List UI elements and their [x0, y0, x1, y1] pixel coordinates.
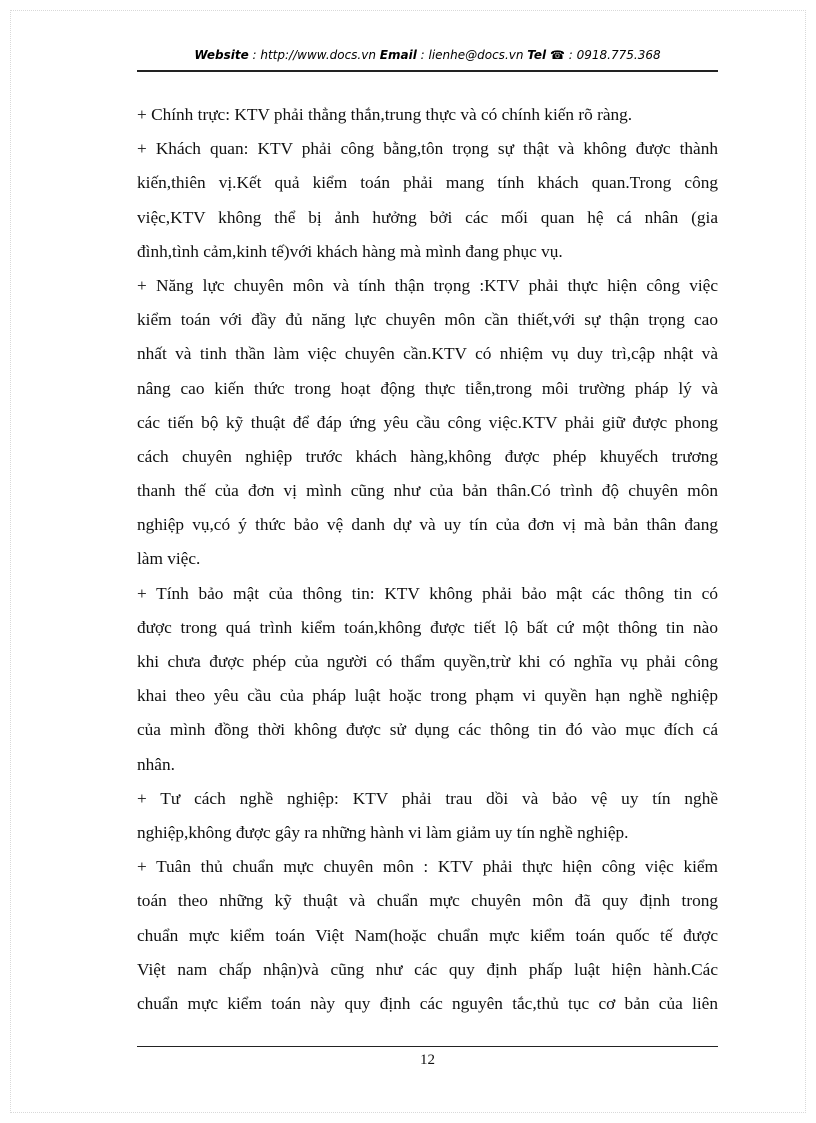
text-line: + Tuân thủ chuẩn mực chuyên môn : KTV phải thực hiện công việc kiểm [137, 857, 718, 877]
text-line: toán theo những kỹ thuật và chuẩn mực chuyên môn đã quy định trong [137, 891, 718, 911]
text-line: nghiệp vụ,có ý thức bảo vệ danh dự và uy tín của đơn vị mà bản thân đang [137, 515, 718, 535]
text-line: chuẩn mực kiểm toán Việt Nam(hoặc chuẩn mực kiểm toán quốc tế được [137, 925, 718, 945]
text-line: nâng cao kiến thức trong hoạt động thực tiễn,trong môi trường pháp lý và [137, 378, 718, 398]
text-line: kiểm toán với đầy đủ năng lực chuyên môn cần thiết,với sự thận trọng cao [137, 310, 718, 330]
text-line: + Khách quan: KTV phải công bằng,tôn trọng sự thật và không được thành [137, 139, 718, 159]
text-line: khai theo yêu cầu của pháp luật hoặc trong phạm vi quyền hạn nghề nghiệp [137, 686, 718, 706]
body-text [137, 98, 718, 1021]
header-rule [137, 70, 718, 72]
text-line: kiến,thiên vị.Kết quả kiểm toán phải mang tính khách quan.Trong công [137, 173, 718, 193]
text-line: nghiệp,không được gây ra những hành vi làm giảm uy tín nghề nghiệp. [137, 822, 629, 842]
text-line: nhân. [137, 754, 175, 774]
text-line: được trong quá trình kiểm toán,không được tiết lộ bất cứ một thông tin nào [137, 617, 718, 637]
email-value: : lienhe@docs.vn [416, 48, 528, 62]
text-line: + Tính bảo mật của thông tin: KTV không phải bảo mật các thông tin có [137, 583, 718, 603]
text-line: + Tư cách nghề nghiệp: KTV phải trau dồi và bảo vệ uy tín nghề [137, 788, 718, 808]
text-line: Việt nam chấp nhận)và cũng như các quy định phấp luật hiện hành.Các [137, 959, 718, 979]
text-line: việc,KTV không thể bị ảnh hưởng bởi các mối quan hệ cá nhân (gia [137, 207, 718, 227]
text-line: cách chuyên nghiệp trước khách hàng,không được phép khuyếch trương [137, 446, 718, 466]
page-header [137, 48, 718, 62]
website-label: Website [194, 48, 249, 62]
text-line: các tiến bộ kỹ thuật để đáp ứng yêu cầu công việc.KTV phải giữ được phong [137, 412, 718, 432]
footer-rule [137, 1046, 718, 1047]
tel-label: Tel [527, 48, 547, 62]
text-line: đình,tình cảm,kinh tế)với khách hàng mà mình đang phục vụ. [137, 241, 563, 261]
tel-value: : 0918.775.368 [564, 48, 661, 62]
email-label: Email [379, 48, 417, 62]
phone-icon: ☎ [550, 48, 565, 62]
text-line: + Chính trực: KTV phải thẳng thắn,trung thực và có chính kiến rõ ràng. [137, 105, 633, 124]
text-line: làm việc. [137, 549, 201, 569]
text-line: thanh thế của đơn vị mình cũng như của bản thân.Có trình độ chuyên môn [137, 481, 718, 501]
text-line: chuẩn mực kiểm toán này quy định các nguyên tắc,thủ tục cơ bản của liên [137, 993, 718, 1013]
page-number: 12 [420, 1052, 435, 1068]
text-line: khi chưa được phép của người có thẩm quyền,trừ khi có nghĩa vụ phải công [137, 652, 718, 671]
text-line: nhất và tinh thần làm việc chuyên cần.KTV có nhiệm vụ duy trì,cập nhật và [137, 344, 718, 364]
text-line: của mình đồng thời không được sử dụng các thông tin đó vào mục đích cá [137, 720, 718, 740]
text-line: + Năng lực chuyên môn và tính thận trọng :KTV phải thực hiện công việc [137, 275, 718, 295]
website-value: : http://www.docs.vn [248, 48, 380, 62]
